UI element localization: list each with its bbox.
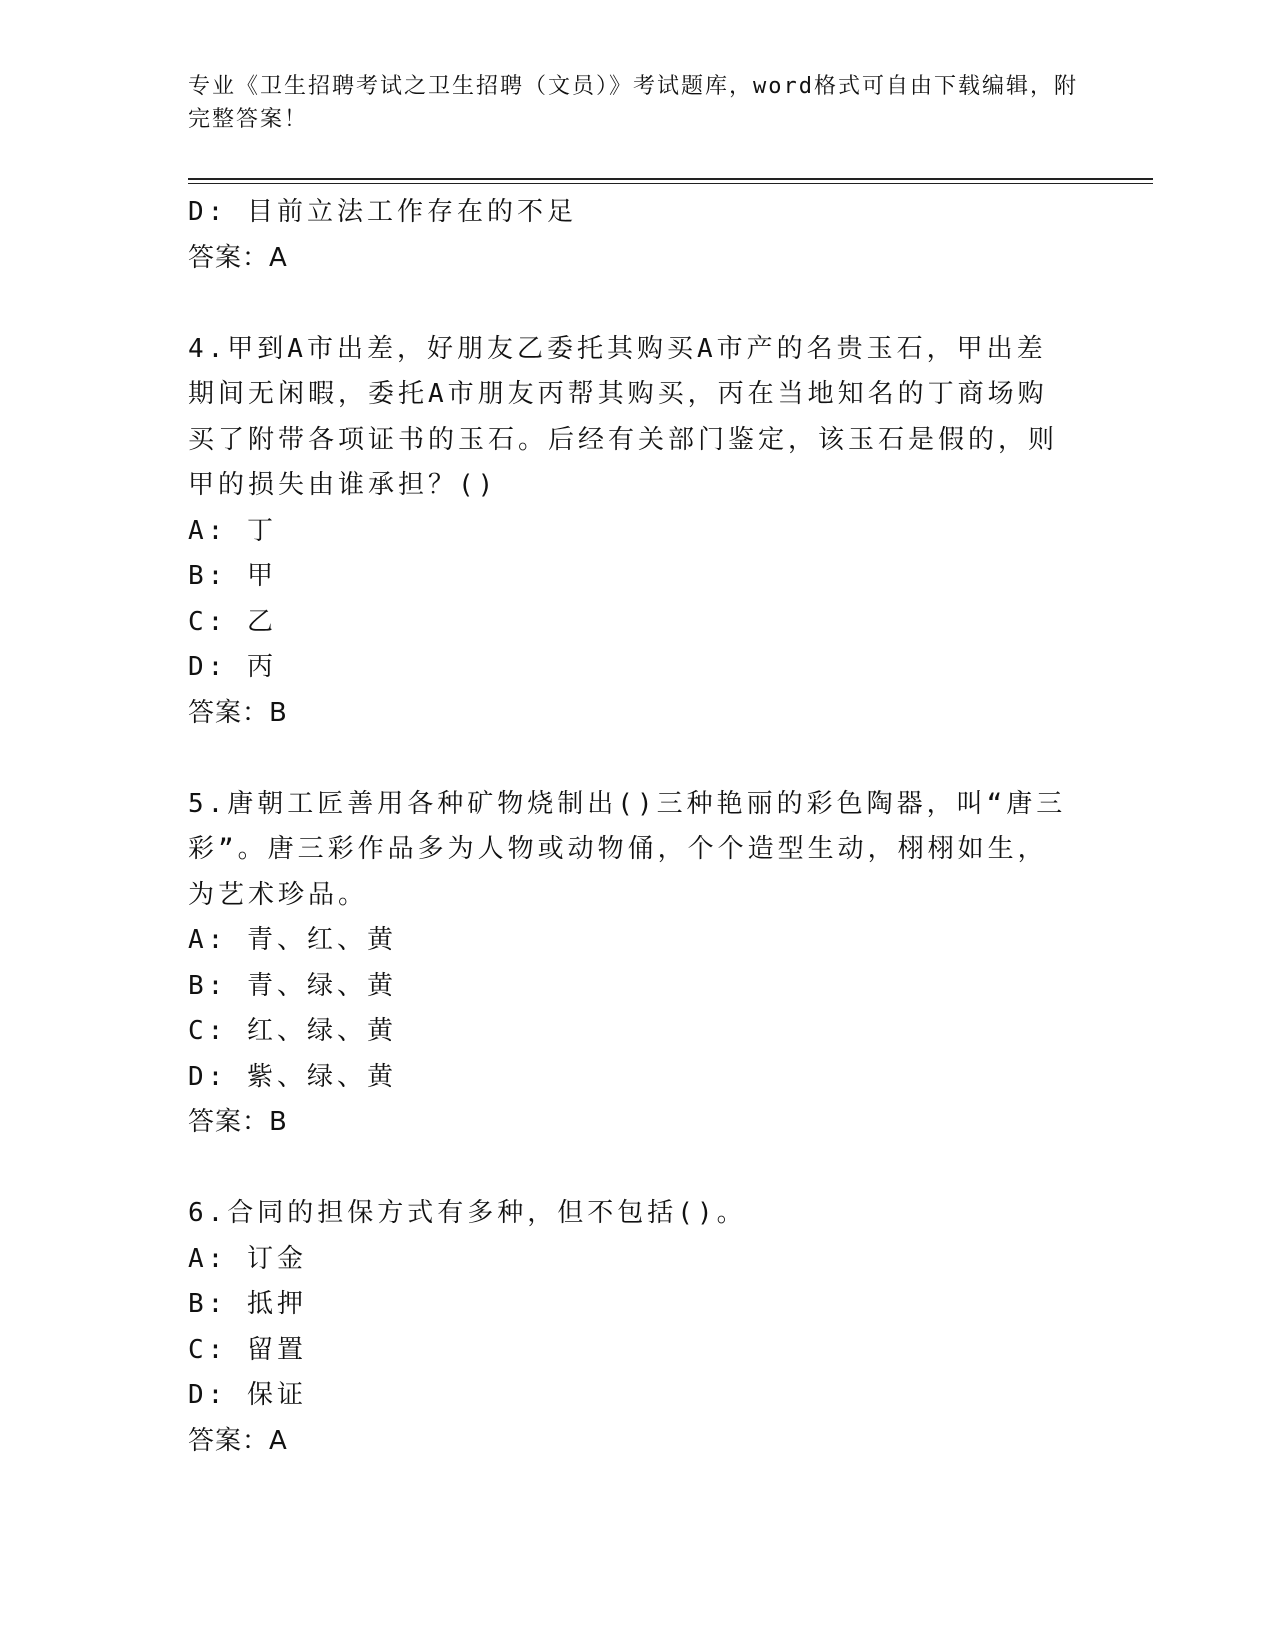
- question-content: [188, 190, 1068, 1464]
- question-5: [188, 782, 1068, 1146]
- option-b: B: 甲: [188, 561, 277, 591]
- prev-option-d: D: 目前立法工作存在的不足: [188, 197, 577, 227]
- prev-answer: 答案：A: [188, 242, 288, 273]
- question-stem: 5.唐朝工匠善用各种矿物烧制出()三种艳丽的彩色陶器，叫“唐三彩”。唐三彩作品多为人物或动物俑，个个造型生动，栩栩如生，为艺术珍品。: [188, 788, 1067, 910]
- option-b: B: 青、绿、黄: [188, 970, 397, 1001]
- question-answer: 答案：B: [188, 697, 288, 728]
- question-4: [188, 327, 1068, 737]
- document-header: 专业《卫生招聘考试之卫生招聘（文员）》考试题库，word格式可自由下载编辑，附完整答案！: [188, 74, 1078, 132]
- option-a: A: 订金: [188, 1243, 307, 1274]
- option-a: A: 青、红、黄: [188, 925, 397, 955]
- option-c: C: 乙: [188, 606, 277, 637]
- header-rule-thin: [188, 183, 1153, 184]
- option-a: A: 丁: [188, 515, 277, 546]
- spacer: [188, 1146, 1068, 1192]
- option-d: D: 紫、绿、黄: [188, 1061, 397, 1092]
- question-answer: 答案：B: [188, 1107, 288, 1137]
- question-stem: 6.合同的担保方式有多种，但不包括()。: [188, 1198, 747, 1228]
- spacer: [188, 281, 1068, 327]
- option-d: D: 丙: [188, 652, 277, 682]
- option-c: C: 红、绿、黄: [188, 1016, 397, 1046]
- question-answer: 答案：A: [188, 1425, 288, 1456]
- question-6: [188, 1191, 1068, 1464]
- header-rule-thick: [188, 178, 1153, 180]
- option-b: B: 抵押: [188, 1289, 307, 1319]
- option-c: C: 留置: [188, 1334, 307, 1365]
- spacer: [188, 736, 1068, 782]
- question-stem: 4.甲到A市出差，好朋友乙委托其购买A市产的名贵玉石，甲出差期间无闲暇，委托A市朋友丙帮其购买，丙在当地知名的丁商场购买了附带各项证书的玉石。后经有关部门鉴定，该玉石是假的，则甲的损失由谁承担？(): [188, 333, 1059, 500]
- option-d: D: 保证: [188, 1380, 307, 1410]
